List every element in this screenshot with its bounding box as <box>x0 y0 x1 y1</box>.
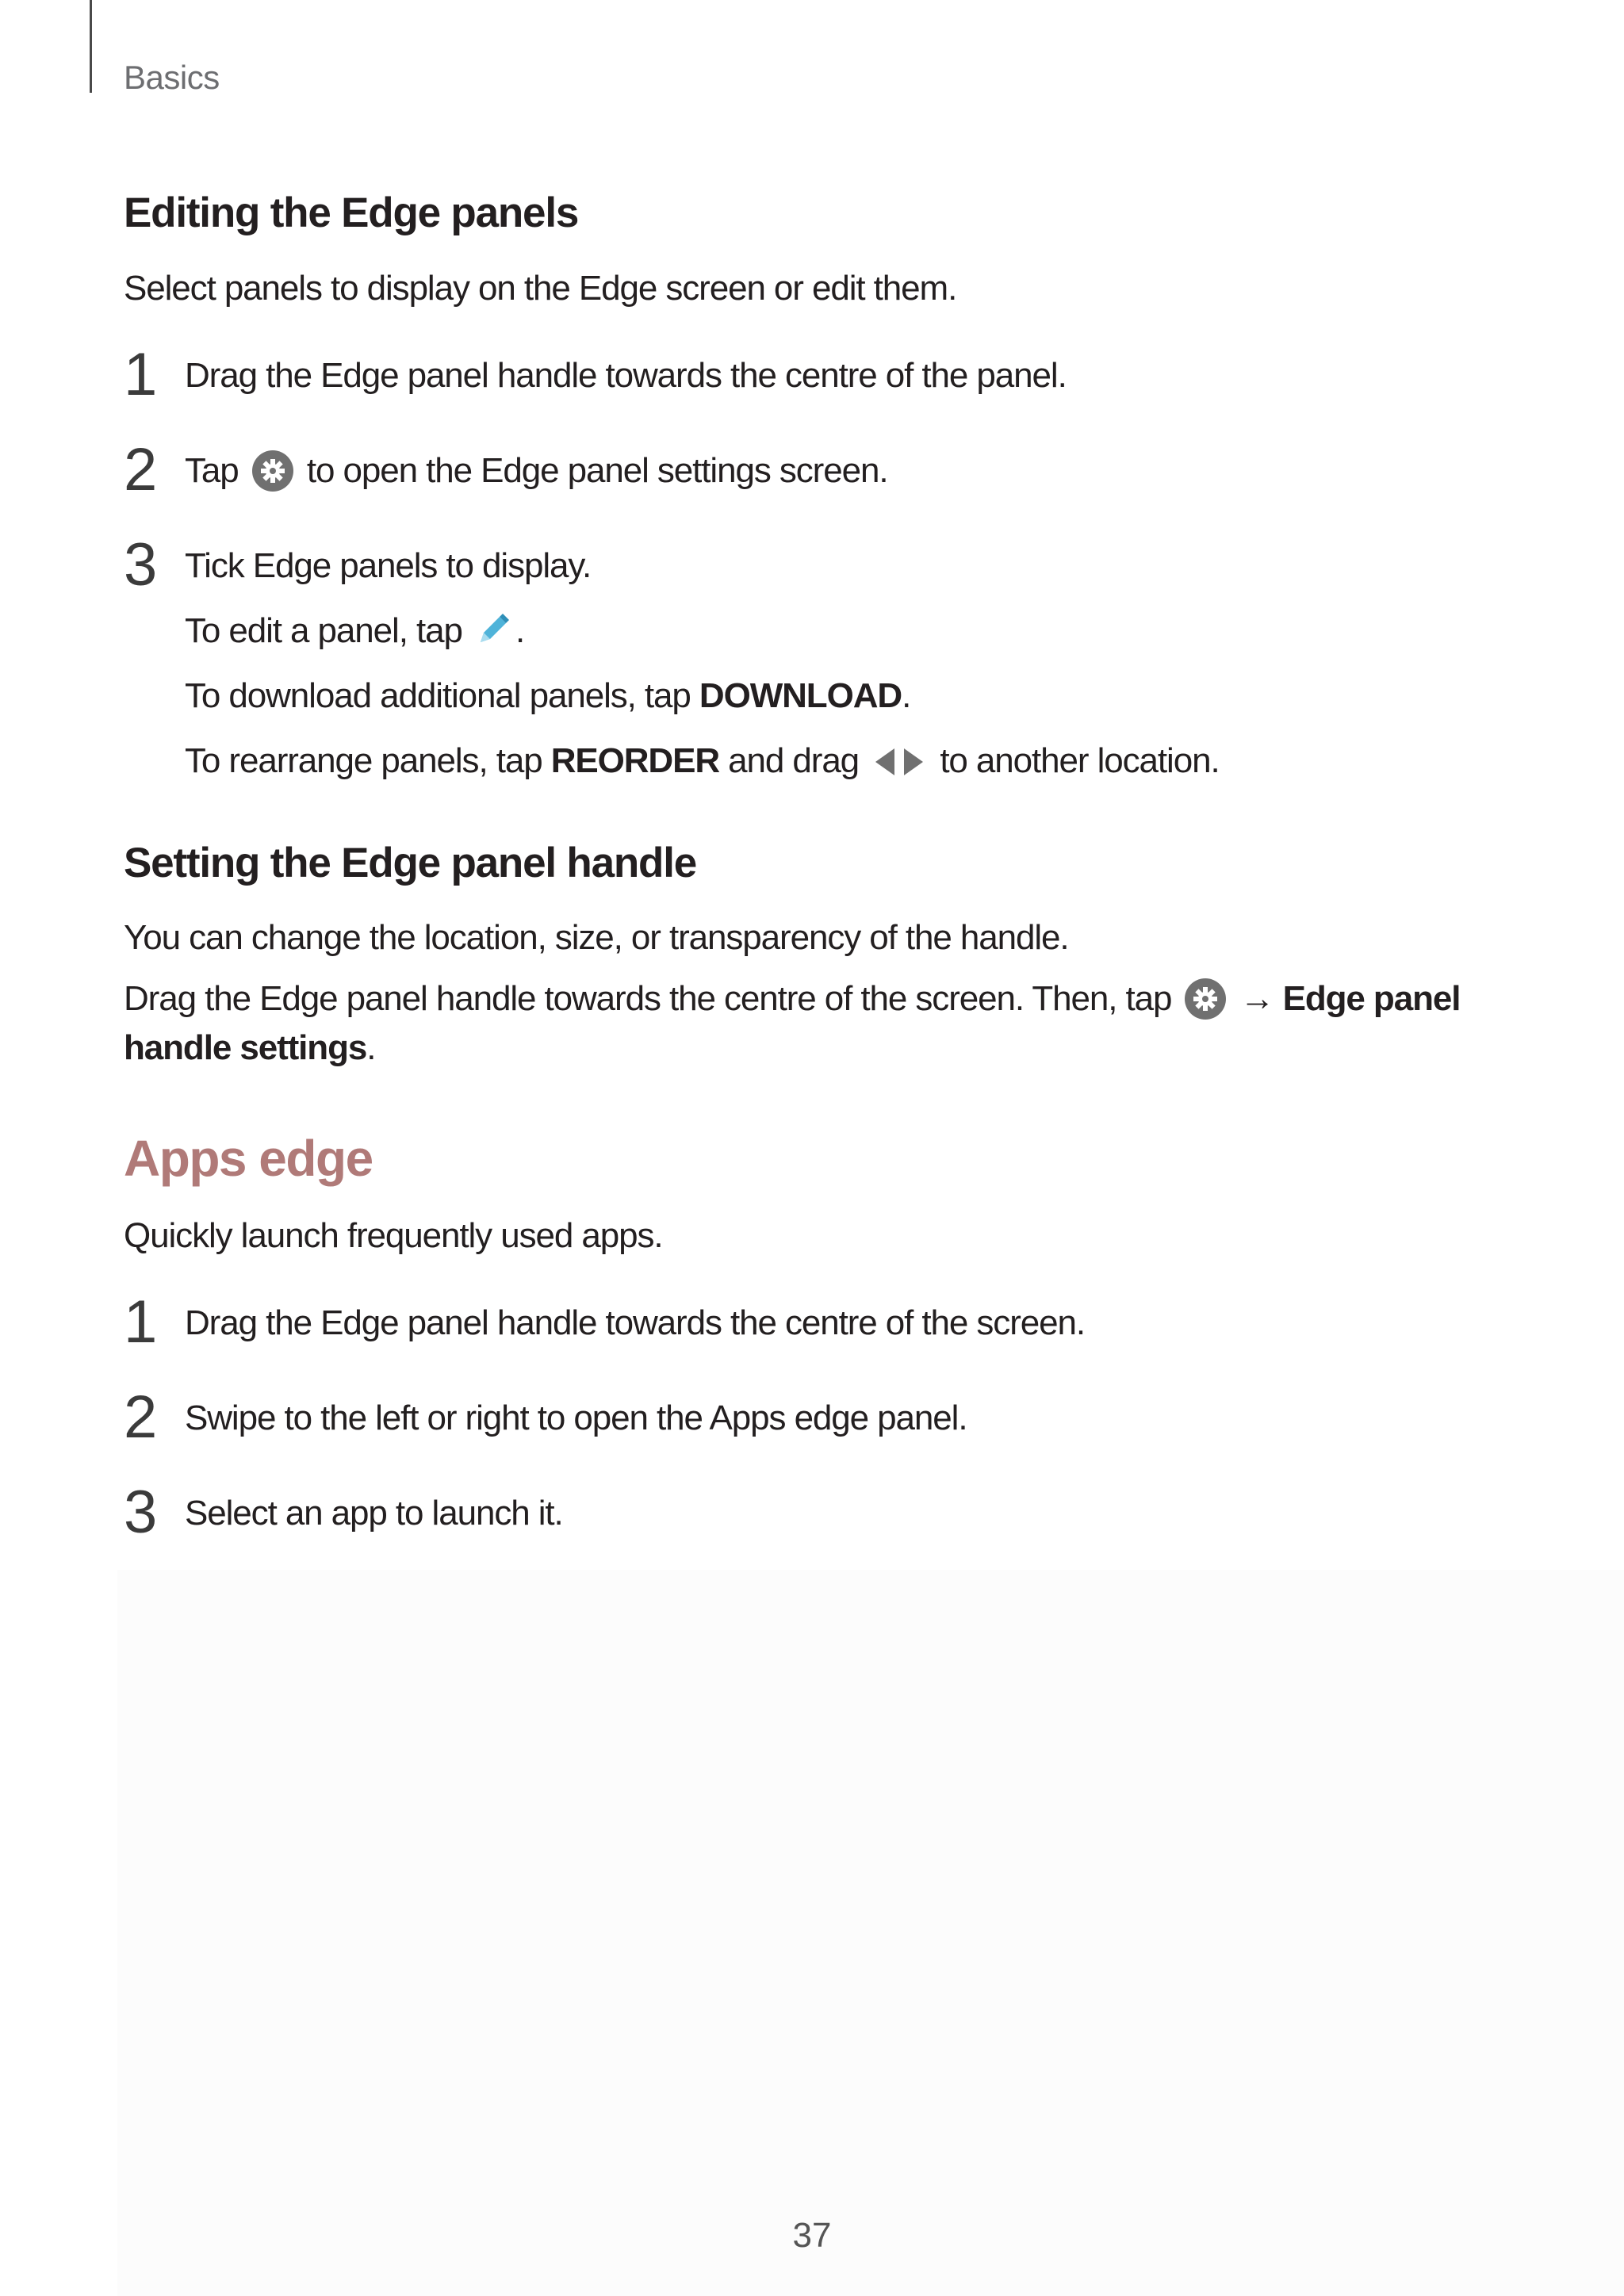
step-number: 2 <box>124 436 158 503</box>
section-intro: Select panels to display on the Edge screen or edit them. <box>124 269 957 308</box>
page-number: 37 <box>792 2216 832 2255</box>
section-title-editing-edge-panels: Editing the Edge panels <box>124 189 579 236</box>
edit-text-before: To edit a panel, tap <box>185 611 462 650</box>
reorder-text-after: to another location. <box>940 741 1220 780</box>
gear-icon <box>1185 978 1226 1020</box>
edit-text-after: . <box>515 611 525 650</box>
handle-text-before: Drag the Edge panel handle towards the centre of the screen. Then, tap <box>124 979 1172 1018</box>
arrow-glyph: → <box>1239 979 1274 1018</box>
step-text: Select an app to launch it. <box>185 1494 563 1533</box>
section-title-edge-panel-handle: Setting the Edge panel handle <box>124 840 697 886</box>
edit-instruction <box>185 607 524 656</box>
running-header: Basics <box>124 59 220 96</box>
download-text-before: To download additional panels, tap <box>185 676 691 715</box>
step-number: 1 <box>124 341 158 408</box>
handle-settings-instruction-cont <box>124 1024 375 1073</box>
reorder-label: REORDER <box>550 741 720 780</box>
download-text-after: . <box>902 676 911 715</box>
step-text <box>185 446 887 496</box>
step-text: Drag the Edge panel handle towards the centre of the screen. <box>185 1303 1085 1342</box>
drag-arrows-icon <box>872 744 926 780</box>
section-intro: Quickly launch frequently used apps. <box>124 1216 663 1255</box>
page-background <box>117 1570 1624 2296</box>
download-instruction <box>185 672 910 721</box>
menu-path-part1: Edge panel <box>1282 979 1461 1018</box>
header-rule <box>90 0 92 93</box>
step-text: Drag the Edge panel handle towards the centre of the panel. <box>185 356 1067 395</box>
gear-icon <box>252 450 293 492</box>
reorder-instruction <box>185 737 1220 786</box>
step-text-after: to open the Edge panel settings screen. <box>306 451 888 490</box>
reorder-text-mid: and drag <box>728 741 860 780</box>
handle-text-end: . <box>366 1028 376 1067</box>
step-text-before: Tap <box>185 451 239 490</box>
step-number: 3 <box>124 1479 158 1546</box>
step-number: 3 <box>124 531 158 599</box>
step-number: 2 <box>124 1383 158 1451</box>
section-title-apps-edge: Apps edge <box>124 1130 373 1187</box>
download-label: DOWNLOAD <box>699 676 902 715</box>
section-intro: You can change the location, size, or transparency of the handle. <box>124 918 1069 957</box>
reorder-text-before: To rearrange panels, tap <box>185 741 542 780</box>
step-text: Tick Edge panels to display. <box>185 546 592 585</box>
pencil-icon <box>474 610 512 649</box>
step-text: Swipe to the left or right to open the Apps edge panel. <box>185 1399 967 1437</box>
menu-path-part2: handle settings <box>124 1028 367 1067</box>
step-number: 1 <box>124 1288 158 1356</box>
handle-settings-instruction <box>124 974 1460 1024</box>
